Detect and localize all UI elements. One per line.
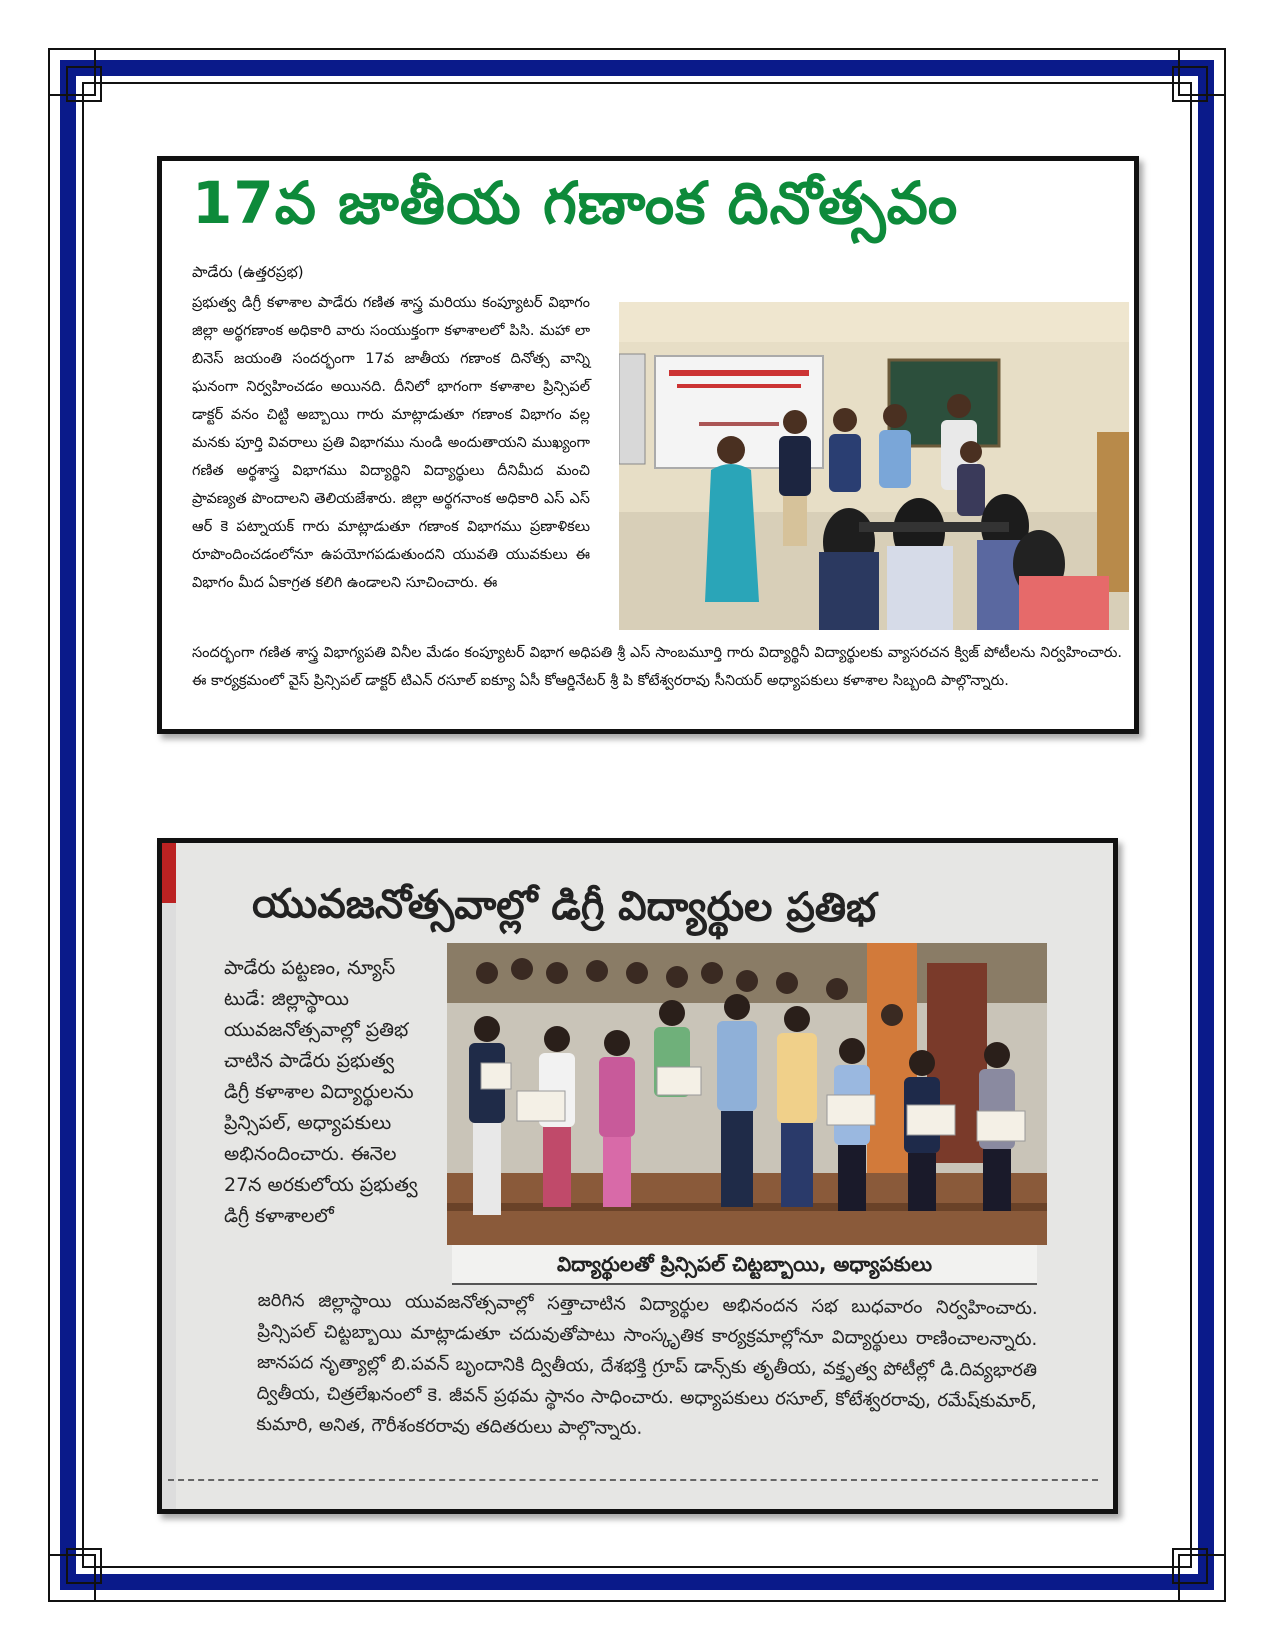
clipping-body-column: పాడేరు పట్టణం, న్యూస్ టుడే: జిల్లాస్థాయి యువజనోత్సవాల్లో ప్రతిభ చాటిన పాడేరు ప్రభుత్వ డిగ్రీ కళాశాల విద్యార్థులను ప్రిన్సిపల్, అధ్యాపకులు అభినందించారు. ఈనెల 27న అరకులోయ ప్రభుత్వ డిగ్రీ కళాశాలలో <box>224 957 418 1227</box>
event-photo-illustration <box>619 302 1129 630</box>
clipping-body-full-width: జరిగిన జిల్లాస్థాయి యువజనోత్సవాల్లో సత్తాచాటిన విద్యార్థుల అభినందన సభ బుధవారం నిర్వహించారు. ప్రిన్సిపల్ చిట్టబ్బాయి మాట్లాడుతూ చదువుతోపాటు సాంస్కృతిక కార్యక్రమాల్లోనూ విద్యార్థులు రాణించాలన్నారు. జానపద నృత్యాల్లో బి.పవన్ బృందానికి ద్వితీయ, దేశభక్తి గ్రూప్ డాన్స్‌కు తృతీయ, వక్తృత్వ పోటీల్లో డి.దివ్యభారతి ద్వితీయ, చిత్రలేఖనంలో కె. జీవన్ ప్రథమ స్థానం సాధించారు. అధ్యాపకులు రసూల్, కోటేశ్వరరావు, రమేష్‌కుమార్, కుమారి, అనిత, గౌరీశంకరరావు తదితరులు పాల్గొన్నారు. <box>256 1289 1038 1439</box>
photo-caption: విద్యార్థులతో ప్రిన్సిపల్ చిట్టబ్బాయి, అధ్యాపకులు <box>452 1245 1037 1285</box>
clipping-byline: పాడేరు (ఉత్తరప్రభ) <box>192 263 304 281</box>
news-clipping-statistics-day <box>157 156 1139 734</box>
clipping-headline: 17వ జాతీయ గణాంక దినోత్సవం <box>192 169 959 237</box>
corner-ornament <box>66 1548 102 1584</box>
clipping-body-column: ప్రభుత్వ డిగ్రీ కళాశాల పాడేరు గణిత శాస్త్ర మరియు కంప్యూటర్ విభాగం జిల్లా అర్థగణాంక అధికారి వారు సంయుక్తంగా కళాశాలలో పిసి. మహా లా బినెస్ జయంతి సందర్భంగా 17వ జాతీయ గణాంక దినోత్స వాన్ని ఘనంగా నిర్వహించడం అయినది. దీనిలో భాగంగా కళాశాల ప్రిన్సిపల్ డాక్టర్ వనం చిట్టి అబ్బాయి గారు మాట్లాడుతూ గణాంక విభాగం వల్ల మనకు పూర్తి వివరాలు ప్రతి విభాగము నుండి అందుతాయని ముఖ్యంగా గణిత అర్థశాస్త్ర విభాగము విద్యార్థిని విద్యార్థులు దీనిమీద మంచి ప్రావణ్యత పొందాలని తెలియజేశారు. జిల్లా అర్థగనాంక అధికారి ఎస్ ఎస్ ఆర్ కె పట్నాయక్ గారు మాట్లాడుతూ గణాంక విభాగము ప్రణాళికలు రూపొందించడంలోనూ ఉపయోగపడుతుందని యువతి యువకులు ఈ విభాగం మీద ఏకాగ్రత కలిగి ఉండాలని సూచించారు. ఈ <box>192 295 590 591</box>
group-photo <box>447 943 1047 1245</box>
adjacent-page-strip <box>162 843 176 1514</box>
cut-line-divider <box>168 1479 1098 1481</box>
corner-ornament <box>1172 66 1208 102</box>
clipping-headline: యువజనోత్సవాల్లో డిగ్రీ విద్యార్థుల ప్రతిభ <box>251 880 877 932</box>
group-photo-illustration <box>447 943 1047 1245</box>
clipping-body-full-width: సందర్భంగా గణిత శాస్త్ర విభాగ్యపతి వినీల మేడం కంప్యూటర్ విభాగ అధిపతి శ్రీ ఎస్ సాంబమూర్తి గారు విద్యార్థినీ విద్యార్థులకు వ్యాసరచన క్విజ్ పోటీలను నిర్వహించారు. ఈ కార్యక్రమంలో వైస్ ప్రిన్సిపల్ డాక్టర్ టిఎన్ రసూల్ ఐక్యూ ఏసీ కోఆర్డినేటర్ శ్రీ పి కోటేశ్వరరావు సీనియర్ అధ్యాపకులు కళాశాల సిబ్బంది పాల్గొన్నారు. <box>192 645 1122 689</box>
event-photo <box>619 302 1129 630</box>
corner-ornament <box>1172 1548 1208 1584</box>
corner-ornament <box>66 66 102 102</box>
news-clipping-youth-festival <box>157 838 1118 1514</box>
